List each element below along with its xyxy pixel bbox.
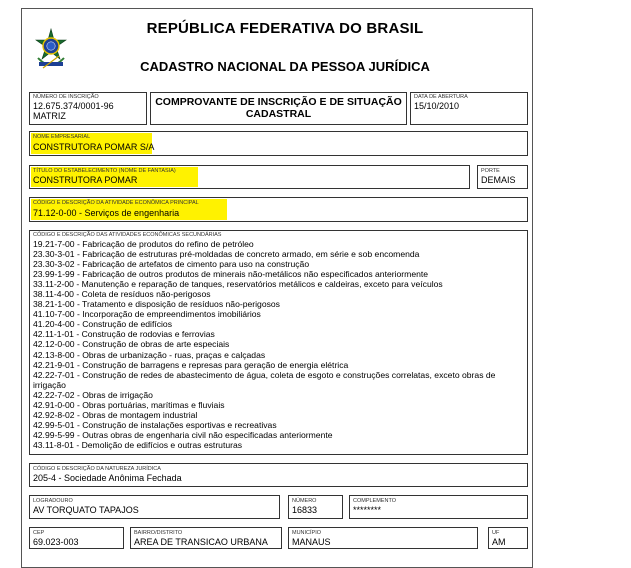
atividade-item: 42.12-0-00 - Construção de obras de arte especiais	[33, 339, 230, 350]
cep-value: 69.023-003	[33, 537, 79, 547]
title-republic: REPÚBLICA FEDERATIVA DO BRASIL	[146, 20, 424, 37]
atividade-item: 42.92-8-02 - Obras de montagem industrial	[33, 409, 198, 420]
atividades-secundarias-box	[29, 230, 528, 455]
complemento-label: COMPLEMENTO	[353, 498, 396, 504]
titulo-box	[29, 165, 470, 189]
inscricao-box	[29, 92, 147, 125]
uf-box	[488, 527, 528, 549]
municipio-label: MUNICÍPIO	[292, 530, 322, 536]
inscricao-label: NÚMERO DE INSCRIÇÃO	[33, 94, 99, 100]
porte-value: DEMAIS	[481, 175, 516, 185]
natureza-box	[29, 463, 528, 487]
atividade-item: 23.30-3-01 - Fabricação de estruturas pré-moldadas de concreto armado, em série e sob encomenda	[33, 249, 420, 260]
natureza-label: CÓDIGO E DESCRIÇÃO DA NATUREZA JURÍDICA	[33, 466, 161, 472]
atividade-principal-box	[29, 197, 528, 222]
complemento-value: ********	[353, 505, 382, 515]
atividade-item: 38.11-4-00 - Coleta de resíduos não-perigosos	[33, 289, 211, 300]
abertura-box	[410, 92, 528, 125]
comprovante-box	[150, 92, 407, 125]
abertura-label: DATA DE ABERTURA	[414, 94, 468, 100]
titulo-label: TÍTULO DO ESTABELECIMENTO (NOME DE FANTASIA)	[33, 168, 176, 174]
title-cadastro: CADASTRO NACIONAL DA PESSOA JURÍDICA	[140, 59, 430, 74]
atividade-item: 42.99-5-99 - Outras obras de engenharia civil não especificadas anteriormente	[33, 429, 333, 440]
uf-label: UF	[492, 530, 500, 536]
nome-empresarial-label: NOME EMPRESARIAL	[33, 134, 91, 140]
bairro-value: AREA DE TRANSICAO URBANA	[134, 537, 268, 547]
atividade-item: 41.20-4-00 - Construção de edifícios	[33, 319, 173, 330]
cep-box	[29, 527, 124, 549]
atividade-item: 23.30-3-02 - Fabricação de artefatos de cimento para uso na construção	[33, 259, 310, 270]
atividade-item: 19.21-7-00 - Fabricação de produtos do refino de petróleo	[33, 239, 254, 249]
atividade-item: 43.11-8-01 - Demolição de edifícios e outras estruturas	[33, 439, 243, 450]
atividade-item: 42.11-1-01 - Construção de rodovias e ferrovias	[33, 329, 215, 340]
atividade-item: 42.21-9-01 - Construção de barragens e represas para geração de energia elétrica	[33, 359, 349, 370]
atividade-item: 42.22-7-02 - Obras de irrigação	[33, 389, 153, 400]
tipo-value: MATRIZ	[33, 111, 66, 121]
cep-label: CEP	[33, 530, 45, 536]
comprovante-line1: COMPROVANTE DE INSCRIÇÃO E DE SITUAÇÃO	[155, 96, 402, 108]
bairro-box	[130, 527, 282, 549]
bairro-label: BAIRRO/DISTRITO	[134, 530, 183, 536]
atividades-list	[33, 239, 525, 450]
comprovante-line2: CADASTRAL	[245, 108, 312, 120]
numero-box	[288, 495, 343, 519]
municipio-box	[288, 527, 478, 549]
municipio-value: MANAUS	[292, 537, 331, 547]
atividade-item: 41.10-7-00 - Incorporação de empreendimentos imobiliários	[33, 309, 261, 320]
nome-empresarial-box	[29, 131, 528, 156]
atividade-item: 33.11-2-00 - Manutenção e reparação de tanques, reservatórios metálicos e caldeiras, exceto para veículos	[33, 279, 443, 290]
brazil-coat-of-arms-icon	[33, 28, 69, 72]
logradouro-value: AV TORQUATO TAPAJOS	[33, 505, 139, 515]
uf-value: AM	[492, 537, 506, 547]
complemento-box	[349, 495, 528, 519]
atividade-item: 42.99-5-01 - Construção de instalações esportivas e recreativas	[33, 419, 277, 430]
porte-label: PORTE	[481, 168, 500, 174]
logradouro-box	[29, 495, 280, 519]
atividade-item: 38.21-1-00 - Tratamento e disposição de resíduos não-perigosos	[33, 299, 280, 310]
porte-box	[477, 165, 528, 189]
atividades-secundarias-label: CÓDIGO E DESCRIÇÃO DAS ATIVIDADES ECONÔMICAS SECUNDÁRIAS	[33, 232, 222, 238]
atividade-principal-value: 71.12-0-00 - Serviços de engenharia	[33, 208, 180, 218]
atividade-item: 42.91-0-00 - Obras portuárias, marítimas e fluviais	[33, 399, 225, 410]
atividade-item: 42.22-7-01 - Construção de redes de abastecimento de água, coleta de esgoto e construções correlatas, exceto obras de irrigação	[33, 369, 496, 390]
atividade-item: 23.99-1-99 - Fabricação de outros produtos de minerais não-metálicos não especificados anteriormente	[33, 269, 429, 280]
titulo-value: CONSTRUTORA POMAR	[33, 175, 138, 185]
numero-label: NÚMERO	[292, 498, 317, 504]
natureza-value: 205-4 - Sociedade Anônima Fechada	[33, 473, 182, 483]
logradouro-label: LOGRADOURO	[33, 498, 73, 504]
nome-empresarial-value: CONSTRUTORA POMAR S/A	[33, 142, 155, 152]
atividade-item: 42.13-8-00 - Obras de urbanização - ruas, praças e calçadas	[33, 349, 266, 360]
cnpj-value: 12.675.374/0001-96	[33, 101, 114, 111]
abertura-value: 15/10/2010	[414, 101, 460, 111]
numero-value: 16833	[292, 505, 318, 515]
atividade-principal-label: CÓDIGO E DESCRIÇÃO DA ATIVIDADE ECONÔMICA PRINCIPAL	[33, 200, 199, 206]
